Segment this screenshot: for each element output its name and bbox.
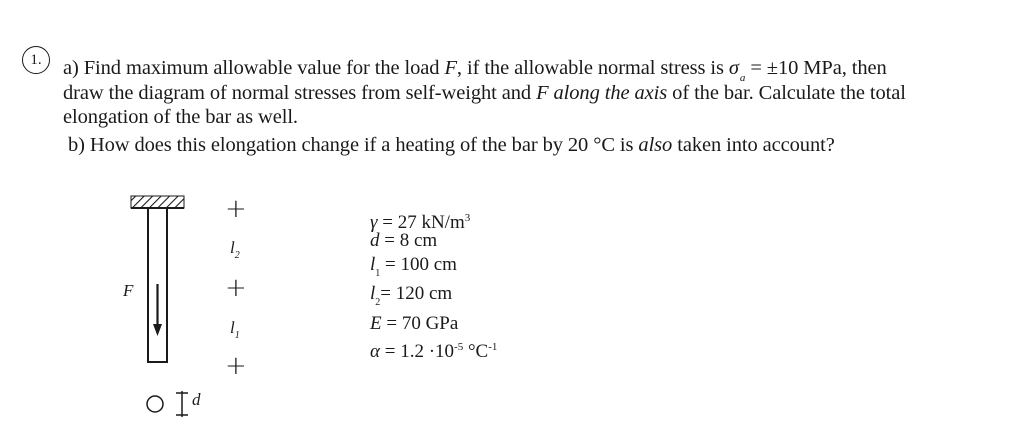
symbol: l [230, 238, 235, 257]
emphasis-text: also [638, 134, 673, 156]
dimension-tick-middle: + [225, 273, 247, 303]
text-segment: a) Find maximum allowable value for the load [63, 57, 445, 79]
symbol: l [370, 254, 376, 275]
load-symbol: F [536, 82, 549, 104]
diameter-label: d [192, 390, 201, 409]
value: °C [463, 341, 489, 362]
superscript: 3 [464, 212, 471, 224]
text-segment: b) How does this elongation change if a heating of the bar by 20 °C is [68, 134, 639, 156]
sigma-subscript: a [739, 72, 746, 84]
problem-line-3: elongation of the bar as well. [63, 106, 298, 128]
value: = 1.2 ·10 [379, 341, 455, 362]
subscript: 1 [234, 330, 240, 341]
symbol: E [370, 313, 382, 334]
cross-section-circle [147, 396, 163, 412]
symbol: γ [370, 212, 378, 233]
symbol: α [370, 341, 380, 362]
force-label: F [123, 281, 134, 300]
text-segment: draw the diagram of normal stresses from self-weight and [63, 82, 537, 104]
text-segment: taken into account? [672, 134, 835, 156]
subscript: 2 [375, 297, 381, 308]
force-arrow-head [153, 324, 162, 336]
superscript: -5 [454, 341, 464, 353]
symbol: l [370, 283, 376, 304]
text-segment: , if the allowable normal stress is [456, 57, 729, 79]
dimension-tick-top: + [225, 194, 247, 224]
value: = 100 cm [380, 254, 457, 275]
value: = 120 cm [380, 283, 453, 304]
load-symbol: F [444, 57, 457, 79]
superscript: -1 [488, 341, 498, 353]
text-segment: = ±10 MPa, then [745, 57, 887, 79]
emphasis-text: along the axis [548, 82, 668, 104]
subscript: 1 [375, 268, 381, 279]
dimension-tick-bottom: + [225, 351, 247, 381]
symbol: l [230, 318, 235, 337]
length-l2-label [230, 238, 240, 261]
length-l1-label [230, 318, 240, 341]
problem-number: 1. [22, 46, 50, 74]
subscript: 2 [234, 250, 240, 261]
value: = 27 kN/m [377, 212, 465, 233]
sigma-symbol: σ [728, 57, 739, 79]
symbol: d [370, 230, 380, 251]
text-segment: of the bar. Calculate the total [667, 82, 906, 104]
value: = 8 cm [379, 230, 438, 251]
value: = 70 GPa [381, 313, 459, 334]
fixed-support [131, 196, 184, 208]
